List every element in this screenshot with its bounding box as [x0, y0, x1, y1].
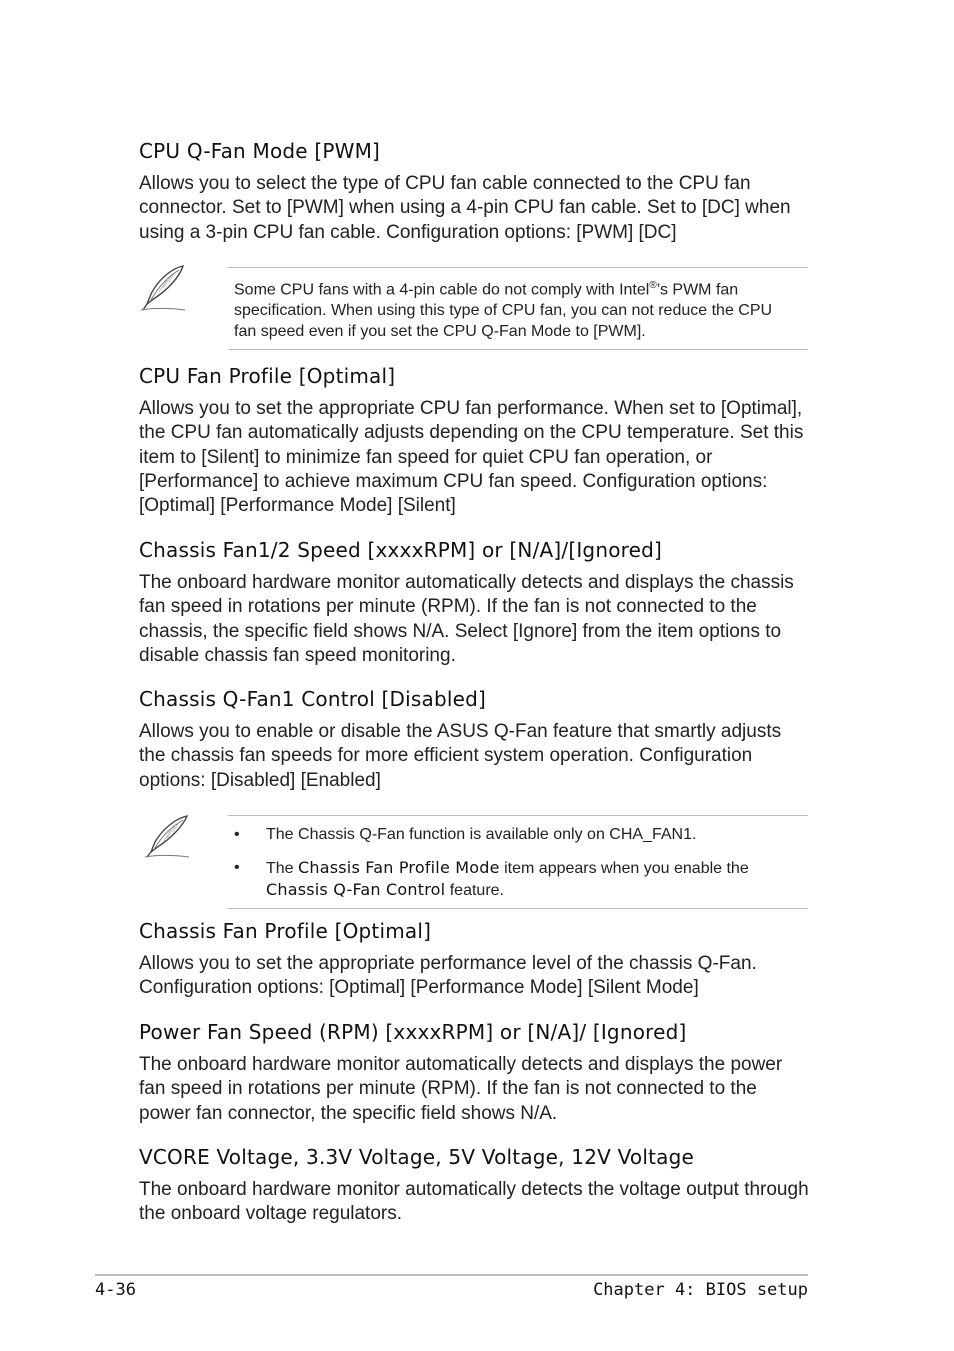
heading-chassis-fan-speed: Chassis Fan1/2 Speed [xxxxRPM] or [N/A]/[Ignored] — [139, 538, 663, 562]
registered-mark: ® — [649, 280, 657, 291]
heading-chassis-q-fan-control: Chassis Q-Fan1 Control [Disabled] — [139, 687, 487, 711]
note2-item2-term-q-fan-control: Chassis Q-Fan Control — [266, 880, 446, 899]
heading-voltages: VCORE Voltage, 3.3V Voltage, 5V Voltage, 12V Voltage — [139, 1145, 694, 1169]
heading-chassis-fan-profile: Chassis Fan Profile [Optimal] — [139, 919, 432, 943]
heading-cpu-fan-profile: CPU Fan Profile [Optimal] — [139, 364, 396, 388]
body-voltages: The onboard hardware monitor automatically detects the voltage output through the onboard voltage regulators. — [139, 1179, 809, 1225]
note1-text-post: ’s PWM fan specification. When using this type of CPU fan, you can not reduce the CPU fan speed even if you set the CPU Q-Fan Mode to [PWM]. — [234, 281, 773, 341]
body-chassis-q-fan-control: Allows you to enable or disable the ASUS Q-Fan feature that smartly adjusts the chassis fan speeds for more efficient system operation. Configuration options: [Disabled] [Enabled] — [139, 721, 782, 791]
note-chassis-q-fan-list — [228, 816, 808, 908]
note-chassis-q-fan — [228, 815, 808, 909]
list-item — [234, 824, 798, 845]
body-cpu-q-fan-mode: Allows you to select the type of CPU fan cable connected to the CPU fan connector. Set to [PWM] when using a 4-pin CPU fan cable. Set to [DC] when using a 3-pin CPU fan cable. Configuration options: [PWM] [DC] — [139, 173, 791, 243]
note2-item1-text: The Chassis Q-Fan function is available only on CHA_FAN1. — [266, 826, 697, 843]
footer-divider — [95, 1274, 808, 1276]
note-pen-icon — [139, 262, 189, 314]
bullet: • — [234, 859, 240, 876]
note2-item2-text-e: feature. — [445, 882, 504, 899]
note-cpu-fan-pwm — [228, 267, 808, 350]
note2-item2-text-a: The — [266, 860, 299, 877]
note-cpu-fan-pwm-text — [228, 268, 808, 349]
chapter-title: Chapter 4: BIOS setup — [593, 1280, 808, 1300]
body-chassis-fan-speed: The onboard hardware monitor automatically detects and displays the chassis fan speed in rotations per minute (RPM). If the fan is not connected to the chassis, the specific field shows N/A. Select [Ignore] from the item options to disable chassis fan speed monitoring. — [139, 572, 794, 666]
note1-text-pre: Some CPU fans with a 4-pin cable do not comply with Intel — [234, 281, 650, 299]
list-item — [234, 857, 798, 901]
heading-power-fan-speed: Power Fan Speed (RPM) [xxxxRPM] or [N/A]/ [Ignored] — [139, 1020, 687, 1044]
body-chassis-fan-profile: Allows you to set the appropriate performance level of the chassis Q-Fan. Configuration options: [Optimal] [Performance Mode] [Silent Mode] — [139, 953, 757, 999]
bullet: • — [234, 826, 240, 843]
note-pen-icon — [143, 812, 193, 860]
heading-cpu-q-fan-mode: CPU Q-Fan Mode [PWM] — [139, 139, 381, 163]
body-cpu-fan-profile: Allows you to set the appropriate CPU fan performance. When set to [Optimal], the CPU fan automatically adjusts depending on the CPU temperature. Set this item to [Silent] to minimize fan speed for quiet CPU fan operation, or [Performance] to achieve maximum CPU fan speed. Configuration options: [Optimal] [Performance Mode] [Silent] — [139, 398, 804, 517]
note2-item2-term-profile-mode: Chassis Fan Profile Mode — [298, 858, 500, 877]
body-power-fan-speed: The onboard hardware monitor automatically detects and displays the power fan speed in rotations per minute (RPM). If the fan is not connected to the power fan connector, the specific field shows N/A. — [139, 1054, 783, 1124]
page-number: 4-36 — [95, 1280, 136, 1300]
note2-item2-text-c: item appears when you enable the — [499, 860, 749, 877]
